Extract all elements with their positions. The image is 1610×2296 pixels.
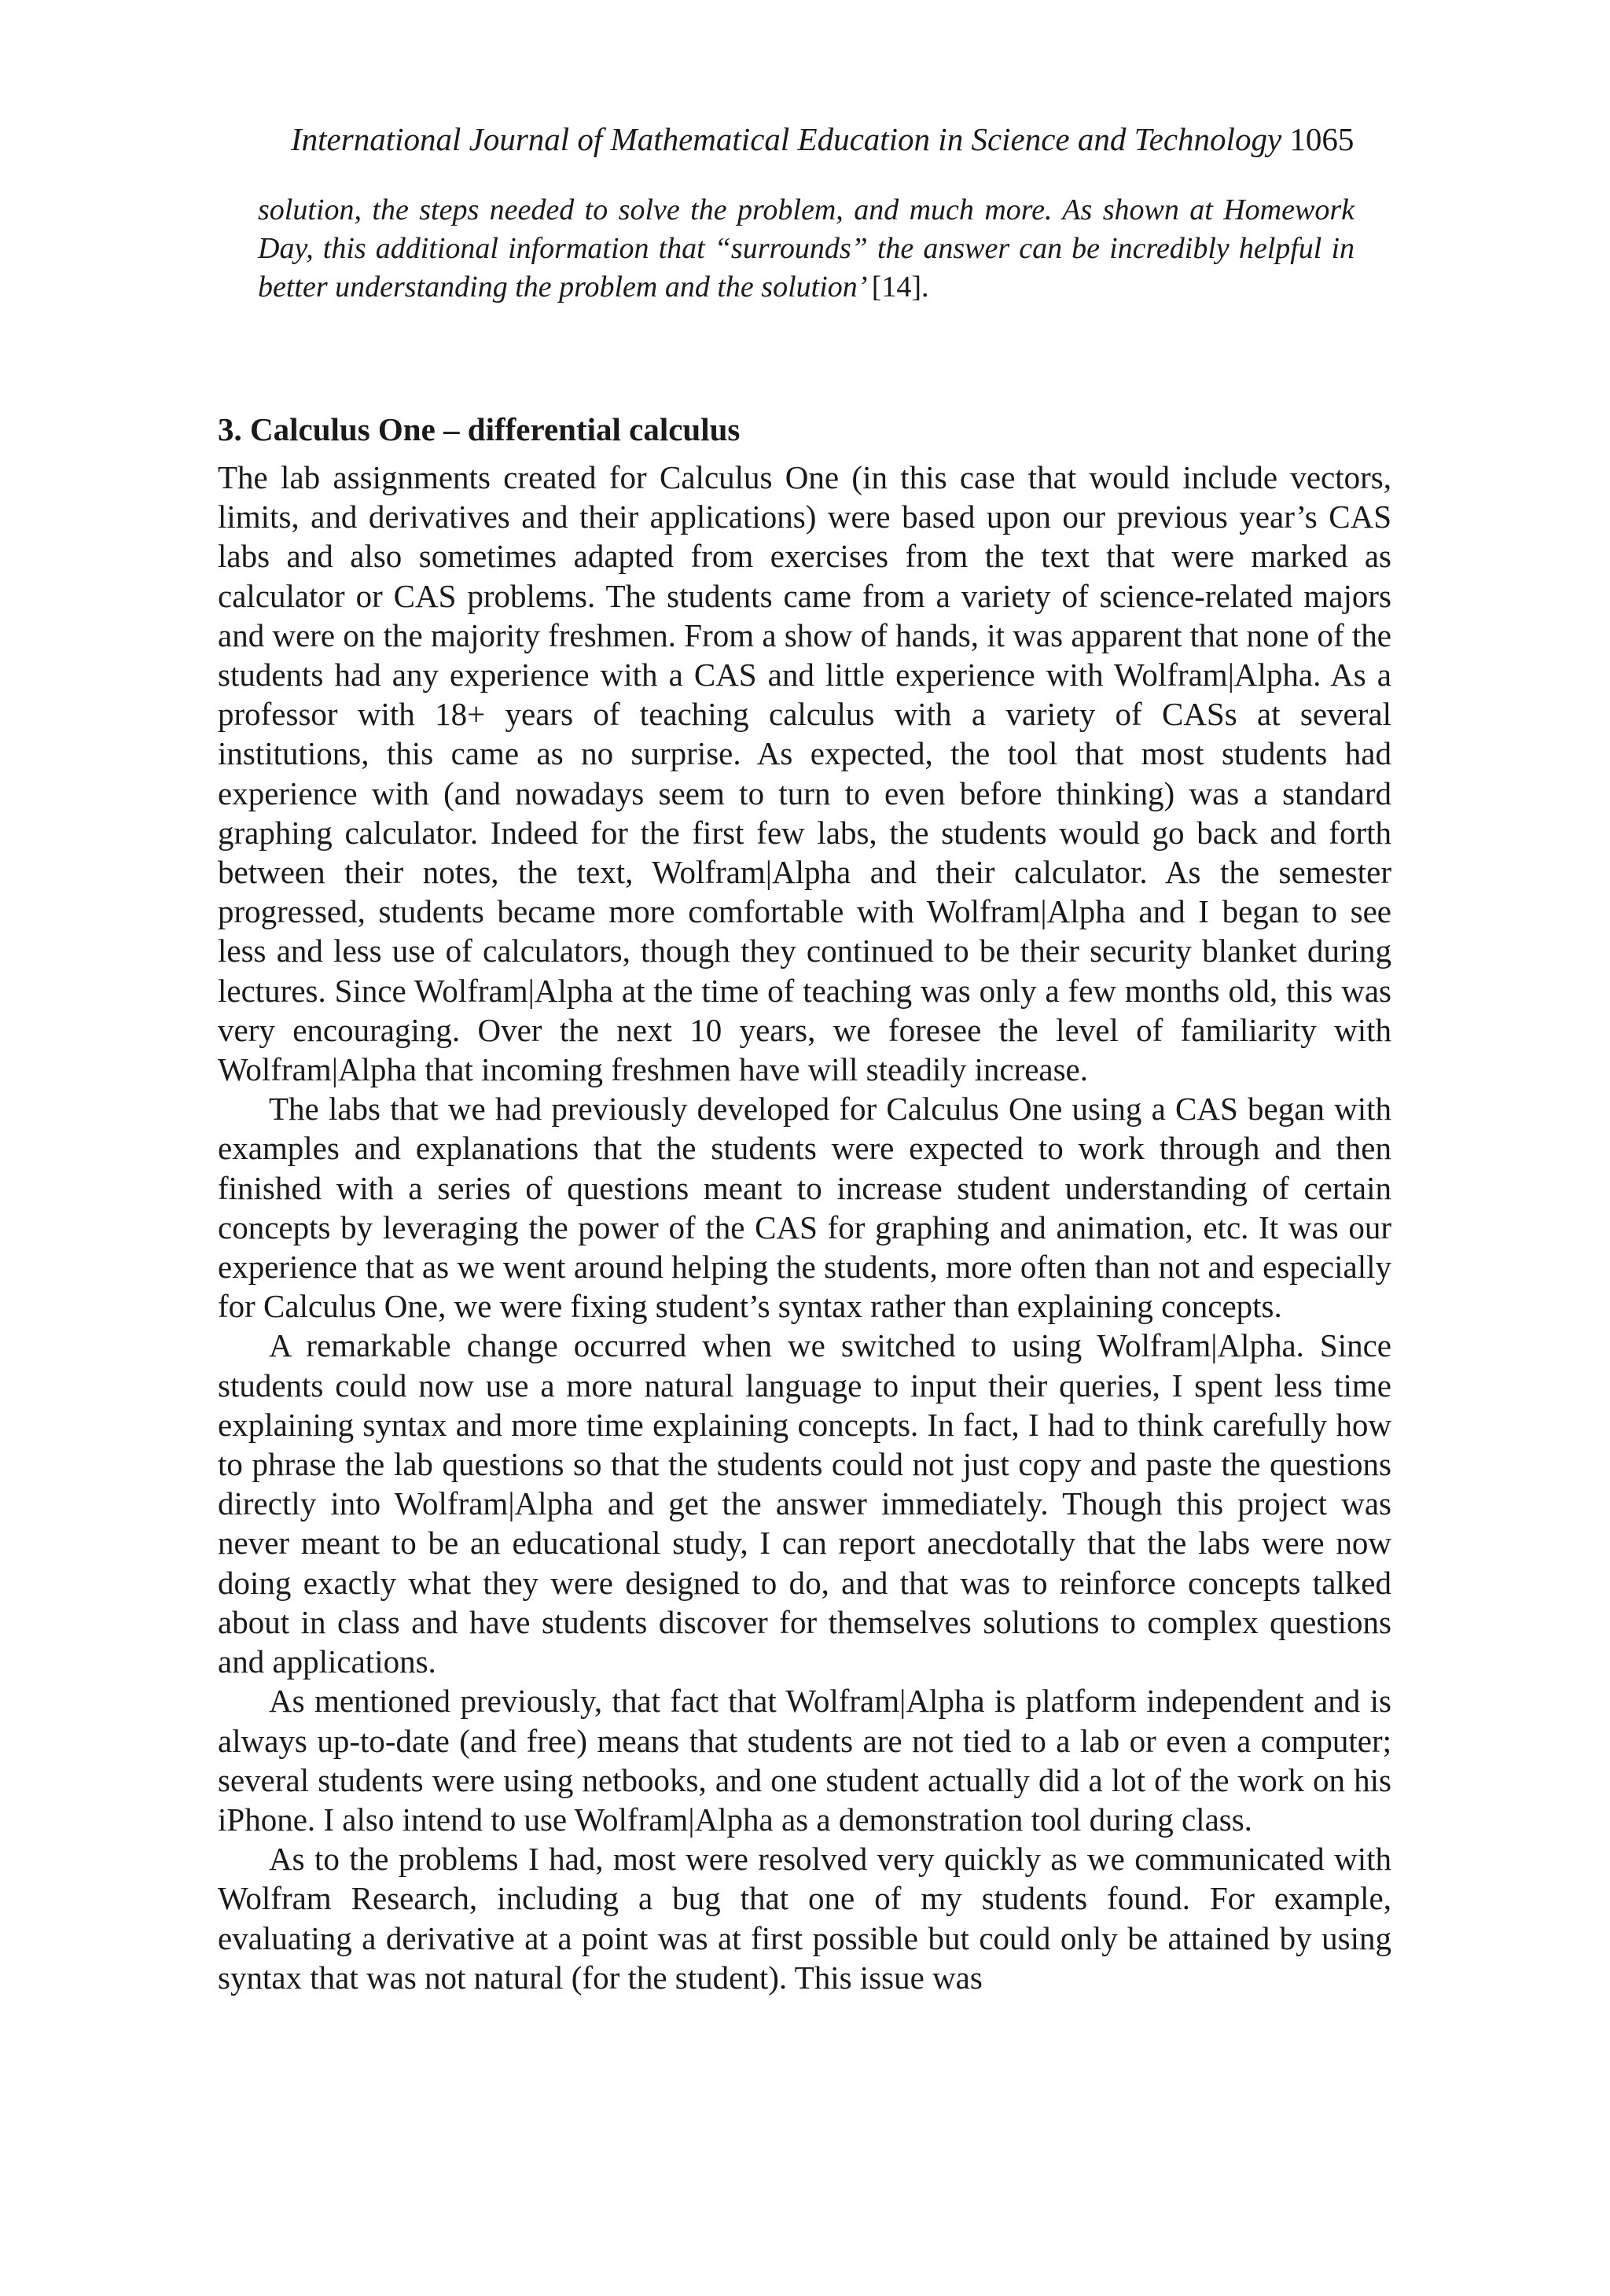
quote-citation: [14]. [871, 270, 929, 304]
section-heading: 3. Calculus One – differential calculus [218, 411, 741, 447]
paragraph-1: The lab assignments created for Calculus One (in this case that would include vectors, limits, and derivatives and their applications) were based upon our previous year’s CAS labs and also sometimes adapted from exercises from the text that were marked as calculator or CAS problems. The students came from a variety of science-related majors and were on the majority freshmen. From a show of hands, it was apparent that none of the students had any experience with a CAS and little experience with Wolfram|Alpha. As a professor with 18+ years of teaching calculus with a variety of CASs at several institutions, this came as no surprise. As expected, the tool that most students had experience with (and nowadays seem to turn to even before thinking) was a standard graphing calculator. Indeed for the first few labs, the students would go back and forth between their notes, the text, Wolfram|Alpha and their calculator. As the semester progressed, students became more comfortable with Wolfram|Alpha and I began to see less and less use of calculators, though they continued to be their security blanket during lectures. Since Wolfram|Alpha at the time of teaching was only a few months old, this was very encouraging. Over the next 10 years, we foresee the level of familiarity with Wolfram|Alpha that incoming freshmen have will steadily increase. [218, 459, 1391, 1088]
journal-title: International Journal of Mathematical Education in Science and Technology [291, 121, 1282, 157]
page-number: 1065 [1289, 121, 1355, 157]
paragraph-5: As to the problems I had, most were resolved very quickly as we communicated with Wolfram Research, including a bug that one of my students found. For example, evaluating a derivative at a point was at first possible but could only be attained by using syntax that was not natural (for the student). This issue was [218, 1841, 1391, 1996]
paragraph-4: As mentioned previously, that fact that Wolfram|Alpha is platform independent and is always up-to-date (and free) means that students are not tied to a lab or even a computer; several students were using netbooks, and one student actually did a lot of the work on his iPhone. I also intend to use Wolfram|Alpha as a demonstration tool during class. [218, 1683, 1391, 1838]
running-head [291, 118, 1391, 160]
quote-text: solution, the steps needed to solve the problem, and much more. As shown at Homework Day, this additional information that “surrounds” the answer can be incredibly helpful in better understanding the problem and the solution’ [258, 193, 1355, 304]
section-body [218, 458, 1391, 1997]
paragraph-3: A remarkable change occurred when we switched to using Wolfram|Alpha. Since students could now use a more natural language to input their queries, I spent less time explaining syntax and more time explaining concepts. In fact, I had to think carefully how to phrase the lab questions so that the students could not just copy and paste the questions directly into Wolfram|Alpha and get the answer immediately. Though this project was never meant to be an educational study, I can report anecdotally that the labs were now doing exactly what they were designed to do, and that was to reinforce concepts talked about in class and have students discover for themselves solutions to complex questions and applications. [218, 1327, 1391, 1680]
block-quote [258, 191, 1355, 307]
paragraph-2: The labs that we had previously developed for Calculus One using a CAS began with examples and explanations that the students were expected to work through and then finished with a series of questions meant to increase student understanding of certain concepts by leveraging the power of the CAS for graphing and animation, etc. It was our experience that as we went around helping the students, more often than not and especially for Calculus One, we were fixing student’s syntax rather than explaining concepts. [218, 1091, 1391, 1325]
